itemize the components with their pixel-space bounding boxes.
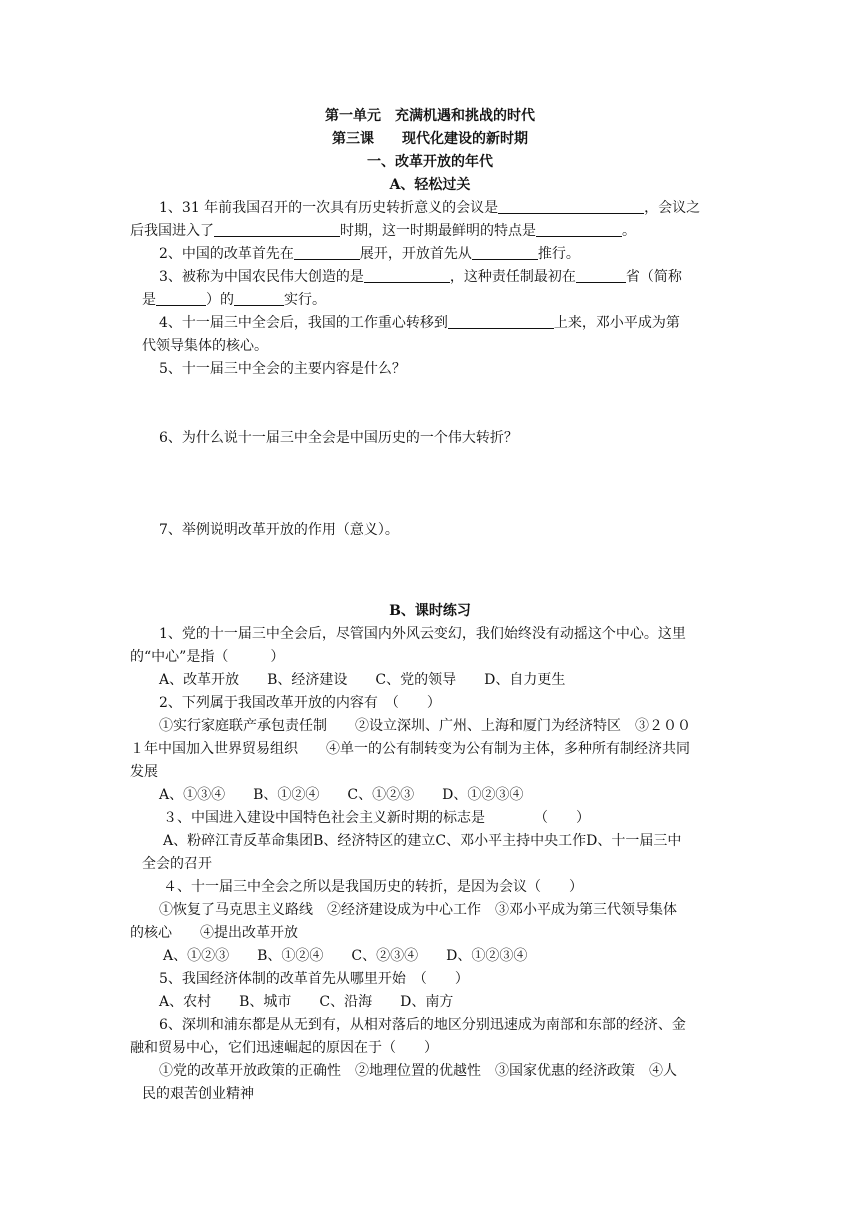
text: 2、中国的改革首先在 — [159, 246, 294, 262]
part-b-q2-options: A、①③④ B、①②④ C、①②③ D、①②③④ — [159, 787, 524, 803]
part-a-q4-line2: 代领导集体的核心。 — [142, 338, 268, 354]
part-a-q1-line2 — [130, 220, 730, 243]
part-a-title: A、轻松过关 — [389, 177, 471, 193]
text: 1、31 年前我国召开的一次具有历史转折意义的会议是 — [159, 200, 499, 216]
part-b-q1-line1: 1、党的十一届三中全会后，尽管国内外风云变幻，我们始终没有动摇这个中心。这里 — [159, 626, 686, 642]
text: ）的 — [206, 292, 234, 308]
text: 是 — [142, 292, 156, 308]
blank[interactable] — [472, 244, 538, 260]
part-b-q2-line1: 2、下列属于我国改革开放的内容有 （ ） — [159, 695, 441, 711]
text: ，这种责任制最初在 — [449, 269, 576, 285]
text: 4、十一届三中全会后，我国的工作重心转移到 — [159, 315, 448, 331]
part-b-q5-line1: 5、我国经济体制的改革首先从哪里开始 （ ） — [159, 971, 469, 987]
part-a-q1-line1 — [130, 197, 759, 220]
part-b-q6-line4: 民的艰苦创业精神 — [142, 1086, 254, 1102]
text: 实行。 — [284, 292, 326, 308]
text: 后我国进入了 — [130, 223, 214, 239]
blank[interactable] — [498, 198, 644, 214]
part-b-q3-line1: ３、中国进入建设中国特色社会主义新时期的标志是 （ ） — [163, 810, 590, 826]
text: 省（简称 — [625, 269, 682, 285]
blank[interactable] — [214, 221, 340, 237]
text: 展开，开放首先从 — [359, 246, 472, 262]
unit-title: 第一单元 充满机遇和挑战的时代 — [325, 108, 535, 124]
section-title: 一、改革开放的年代 — [367, 154, 493, 170]
part-b-title: B、课时练习 — [389, 603, 471, 619]
text: 时期，这一时期最鲜明的特点是 — [340, 223, 536, 239]
part-b-q1-options: A、改革开放 B、经济建设 C、党的领导 D、自力更生 — [159, 672, 566, 688]
part-b-q4-line2: ①恢复了马克思主义路线 ②经济建设成为中心工作 ③邓小平成为第三代领导集体 — [159, 902, 677, 918]
part-b-q6-line3: ①党的改革开放政策的正确性 ②地理位置的优越性 ③国家优惠的经济政策 ④人 — [159, 1063, 677, 1079]
blank[interactable] — [156, 290, 206, 306]
lesson-title: 第三课 现代化建设的新时期 — [332, 131, 528, 147]
part-a-q3-line2 — [130, 289, 742, 312]
part-b-q4-line1: ４、十一届三中全会之所以是我国历史的转折，是因为会议（ ） — [163, 879, 583, 895]
part-a-q5: 5、十一届三中全会的主要内容是什么？ — [159, 361, 406, 377]
part-b-q2-line2: ①实行家庭联产承包责任制 ②设立深圳、广州、上海和厦门为经济特区 ③２００ — [159, 718, 691, 734]
text: 。 — [622, 223, 636, 239]
text: 3、被称为中国农民伟大创造的是 — [159, 269, 364, 285]
part-b-q6-line2: 融和贸易中心，它们迅速崛起的原因在于（ ） — [130, 1040, 438, 1056]
part-b-q4-line3: 的核心 ④提出改革开放 — [130, 925, 298, 941]
part-a-q3-line1 — [130, 266, 759, 289]
part-a-q4-line1 — [130, 312, 759, 335]
part-a-q7: 7、举例说明改革开放的作用（意义）。 — [159, 522, 399, 538]
part-b-q3-line3: 全会的召开 — [142, 856, 212, 872]
part-b-q2-line3: １年中国加入世界贸易组织 ④单一的公有制转变为公有制为主体，多种所有制经济共同 — [130, 741, 690, 757]
blank[interactable] — [448, 313, 554, 329]
blank[interactable] — [234, 290, 284, 306]
part-b-q2-line4: 发展 — [130, 764, 158, 780]
part-b-q6-line1: 6、深圳和浦东都是从无到有，从相对落后的地区分别迅速成为南部和东部的经济、金 — [159, 1017, 686, 1033]
part-a-q6: 6、为什么说十一届三中全会是中国历史的一个伟大转折？ — [159, 430, 518, 446]
part-b-q5-options: A、农村 B、城市 C、沿海 D、南方 — [159, 994, 454, 1010]
part-a-q2 — [130, 243, 759, 266]
text: ，会议之 — [644, 200, 701, 216]
blank[interactable] — [536, 221, 622, 237]
blank[interactable] — [364, 267, 450, 283]
part-b-q1-line2: 的“中心”是指（ ） — [130, 649, 285, 665]
text: 推行。 — [537, 246, 580, 262]
part-b-q4-options: A、①②③ B、①②④ C、②③④ D、①②③④ — [163, 948, 528, 964]
text: 上来，邓小平成为第 — [553, 315, 680, 331]
blank[interactable] — [576, 267, 626, 283]
blank[interactable] — [294, 244, 360, 260]
part-b-q3-line2: A、粉碎江青反革命集团B、经济特区的建立C、邓小平主持中央工作D、十一届三中 — [163, 833, 682, 849]
